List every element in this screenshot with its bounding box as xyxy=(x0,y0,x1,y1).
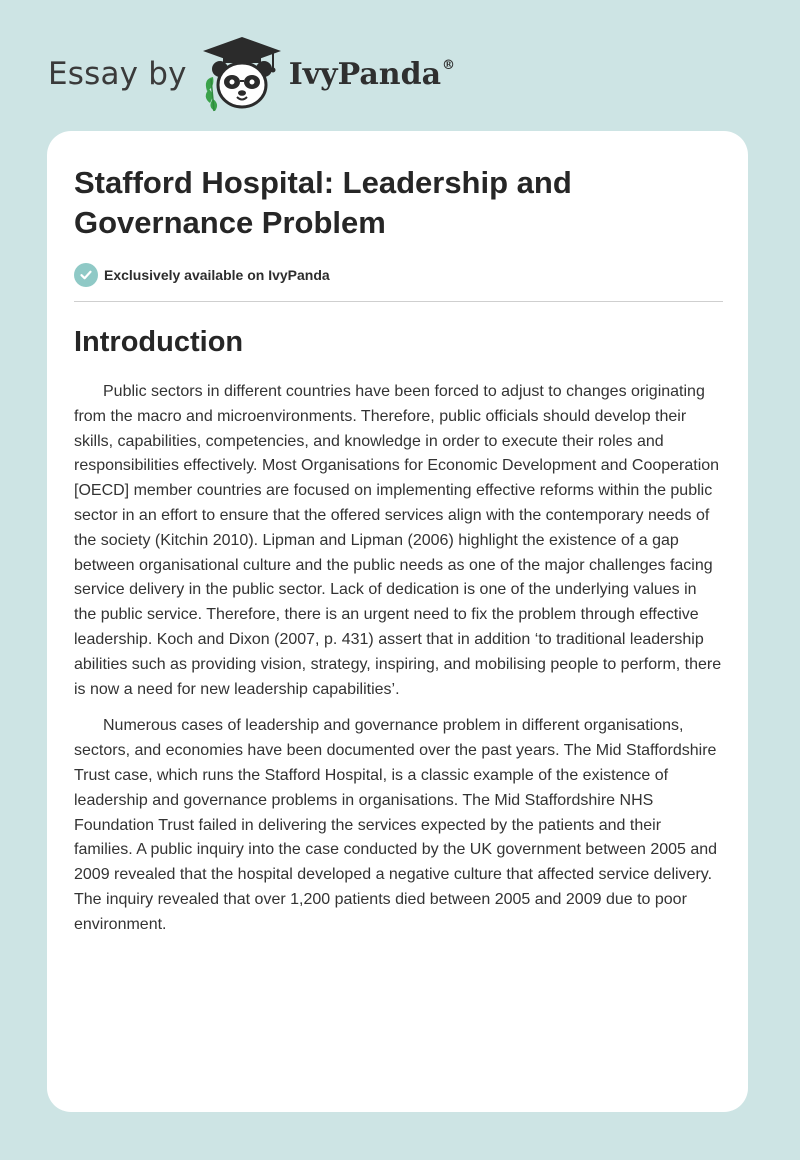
registered-mark: ® xyxy=(442,57,456,73)
badge-text: Exclusively available on IvyPanda xyxy=(104,267,330,283)
divider xyxy=(74,301,723,302)
check-icon xyxy=(74,263,98,287)
exclusive-badge xyxy=(74,263,721,287)
paragraph: Numerous cases of leadership and governance problem in different organisations, sectors, and economies have been documented over the past years. The Mid Staffordshire Trust case, which runs the Stafford Hospital, is a classic example of the existence of leadership and governance problems in organisations. The Mid Staffordshire NHS Foundation Trust failed in delivering the services expected by the patients and their families. A public inquiry into the case conducted by the UK government between 2005 and 2009 revealed that the hospital developed a negative culture that affected service delivery. The inquiry revealed that over 1,200 patients died between 2005 and 2009 due to poor environment. xyxy=(74,717,718,933)
section-heading: Introduction xyxy=(74,326,244,358)
brand-text: IvyPanda xyxy=(288,56,442,92)
brand-name[interactable] xyxy=(289,57,455,92)
paragraph: Public sectors in different countries have been forced to adjust to changes originating from the macro and microenvironments. Therefore, public officials should develop their skills, capabilities, competencies, and knowledge in order to execute their roles and responsibilities effectively. Most Organisations for Economic Development and Cooperation [OECD] member countries are focused on implementing effective reforms within the public sector in an effort to ensure that the offered services align with the contemporary needs of the society (Kitchin 2010). Lipman and Lipman (2006) highlight the existence of a gap between organisational culture and the public needs as one of the major challenges facing service delivery in the public sector. Lack of dedication is one of the underlying values in the public service. Therefore, there is an urgent need to fix the problem through effective leadership. Koch and Dixon (2007, p. 431) assert that in addition ‘to traditional leadership abilities such as providing vision, strategy, inspiring, and mobilising people to perform, there is now a need for new leadership capabilities’. xyxy=(74,383,722,698)
panda-graduate-icon[interactable] xyxy=(201,35,283,113)
site-header xyxy=(48,34,455,114)
essay-by-label: Essay by xyxy=(48,56,187,92)
page-title: Stafford Hospital: Leadership and Governance Problem xyxy=(74,165,572,240)
article-card xyxy=(47,131,748,1112)
